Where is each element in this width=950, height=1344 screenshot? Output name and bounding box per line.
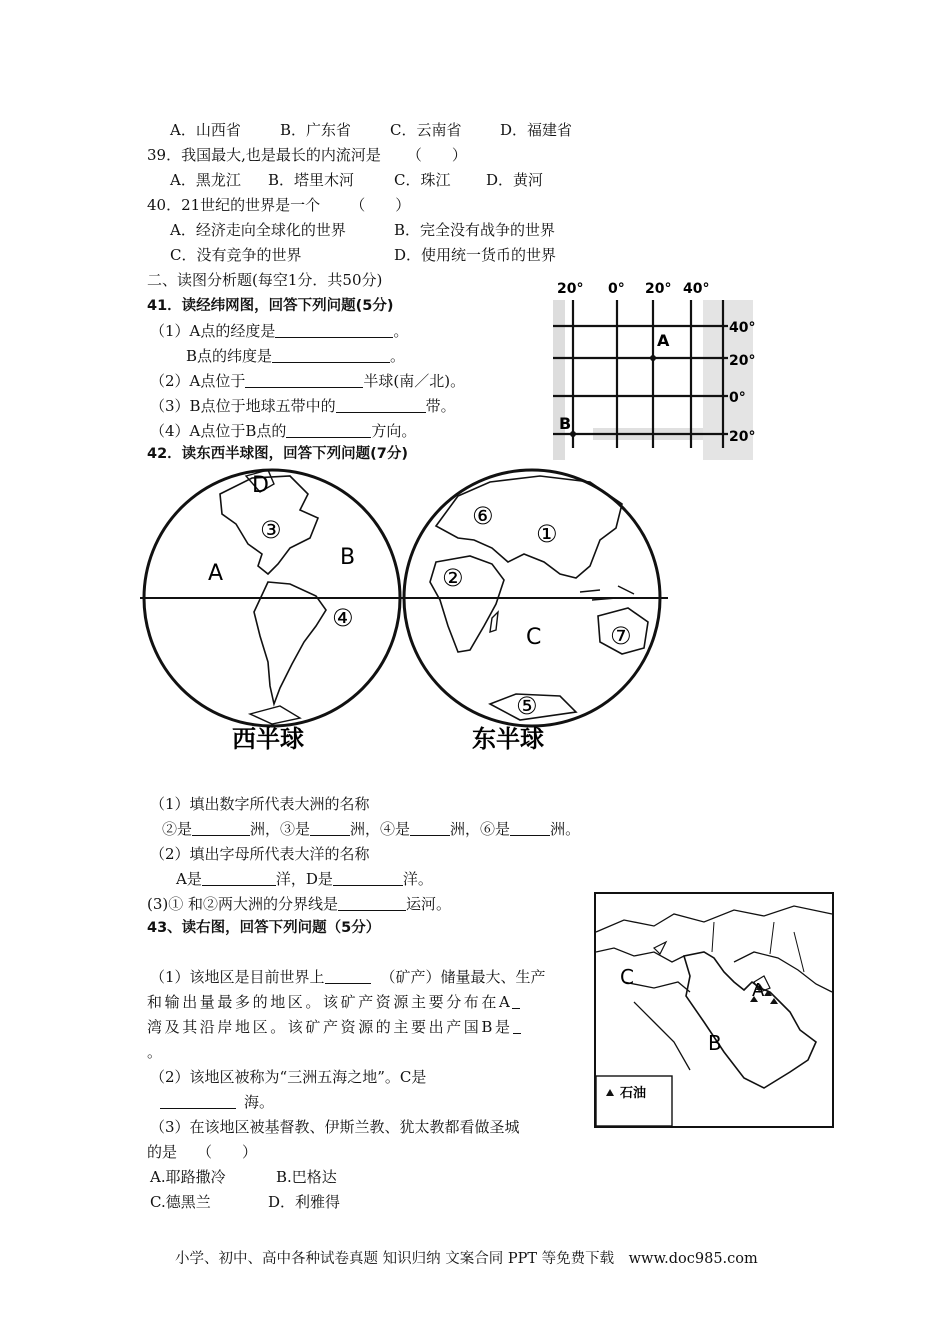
- q43-p2: （2）该地区被称为“三洲五海之地”。C是: [150, 1068, 427, 1086]
- q42-part3: [147, 894, 451, 914]
- q39-opt-b: B．塔里木河: [268, 171, 355, 189]
- q43-p3-seg1: 的是: [147, 1143, 178, 1161]
- middle-east-map: [594, 892, 834, 1128]
- q38-opt-c: C．云南省: [390, 121, 462, 139]
- q38-opt-a: A．山西省: [170, 121, 241, 139]
- q42-part2: （2）填出字母所代表大洋的名称: [150, 845, 370, 863]
- grid-label-b: B: [559, 414, 572, 433]
- grid-shading: [553, 300, 565, 460]
- grid-right-label-4: 20°: [729, 429, 756, 445]
- q39-opt-c: C．珠江: [394, 171, 451, 189]
- q42-l2-seg3: 洋。: [402, 870, 433, 888]
- grid-label-a: A: [657, 331, 670, 350]
- grid-top-label-4: 40°: [683, 281, 710, 297]
- page-footer: 小学、初中、高中各种试卷真题 知识归纳 文案合同 PPT 等免费下载 www.doc985.com: [175, 1251, 758, 1267]
- q43-p1-line3: [147, 1017, 521, 1037]
- q43-p3-line2: [147, 1142, 257, 1162]
- q43-p2-end: 海。: [244, 1093, 275, 1111]
- ocean-label-b: B: [340, 545, 356, 570]
- ocean-label-a: A: [208, 561, 224, 586]
- q41-l1-end: 。: [393, 322, 409, 340]
- q42-l2-seg1: A是: [176, 870, 202, 888]
- q43-opt-b: B.巴格达: [276, 1168, 337, 1186]
- q42-blank-4[interactable]: [410, 820, 450, 836]
- continent-label-1: ①: [536, 520, 558, 548]
- q42-l1-seg3: 洲，④是: [350, 820, 411, 838]
- q41-line5: [150, 421, 416, 441]
- q39-stem: [147, 145, 467, 165]
- q42-l1-seg4: 洲，⑥是: [450, 820, 511, 838]
- q42-l3-seg1: (3)① 和②两大洲的分界线是: [147, 895, 339, 913]
- grid-right-label-1: 40°: [729, 320, 756, 336]
- q43-p1-seg2: （矿产）储量最大、生产: [380, 968, 546, 986]
- q43-p1-line4: 。: [147, 1043, 163, 1061]
- lat-lon-grid-figure: [553, 278, 758, 460]
- q40-options-ab: [170, 220, 555, 240]
- map-legend-label: 石油: [620, 1086, 647, 1101]
- q42-l3-seg2: 运河。: [406, 895, 452, 913]
- q39-paren: （ ）: [406, 146, 467, 164]
- q42-title: 42．读东西半球图，回答下列问题(7分): [147, 446, 409, 462]
- ocean-label-d: D: [252, 473, 269, 498]
- q43-opt-d: D．利雅得: [268, 1193, 341, 1211]
- q43-blank-gulf[interactable]: [512, 993, 520, 1009]
- q42-part1: （1）填出数字所代表大洲的名称: [150, 795, 370, 813]
- q41-l2-label: B点的纬度是: [186, 347, 273, 365]
- q39-stem-text: 39．我国最大,也是最长的内流河是: [147, 146, 381, 164]
- q42-l1-seg1: ②是: [162, 820, 193, 838]
- q43-title: 43、读右图，回答下列问题（5分）: [147, 920, 381, 936]
- q41-blank-2[interactable]: [272, 347, 390, 363]
- q42-blank-d[interactable]: [333, 870, 403, 886]
- q40-opt-b: B．完全没有战争的世界: [394, 221, 556, 239]
- q43-options-cd: [150, 1192, 340, 1212]
- q41-line1: [150, 321, 408, 341]
- q39-opt-d: D．黄河: [486, 171, 544, 189]
- q41-title: 41．读经纬网图，回答下列问题(5分): [147, 298, 394, 314]
- grid-right-label-3: 0°: [729, 390, 746, 406]
- continent-label-5: ⑤: [516, 692, 538, 720]
- east-hemisphere-caption: 东半球: [472, 725, 544, 753]
- q38-options: [170, 120, 572, 140]
- q42-blank-6[interactable]: [510, 820, 550, 836]
- q41-l5-label: （4）A点位于B点的: [150, 422, 287, 440]
- q42-l2-seg2: 洋，D是: [275, 870, 333, 888]
- q42-part1-blanks: [162, 819, 580, 839]
- hemispheres-map: [140, 466, 670, 756]
- q42-blank-3[interactable]: [310, 820, 350, 836]
- q40-paren: （ ）: [350, 196, 411, 214]
- grid-right-label-2: 20°: [729, 353, 756, 369]
- q41-blank-4[interactable]: [336, 397, 426, 413]
- q41-line3: [150, 371, 465, 391]
- q42-blank-canal[interactable]: [338, 895, 406, 911]
- grid-top-label-3: 20°: [645, 281, 672, 297]
- continent-label-2: ②: [442, 564, 464, 592]
- map-legend-box: [596, 1076, 672, 1126]
- q42-l1-seg2: 洲，③是: [250, 820, 311, 838]
- continent-label-3: ③: [260, 516, 282, 544]
- q43-opt-a: A.耶路撒冷: [150, 1168, 226, 1186]
- q43-options-ab: [150, 1167, 337, 1187]
- map-label-a: A: [752, 980, 765, 1001]
- q43-p1-l2-text: 和输出量最多的地区。该矿产资源主要分布在A: [147, 993, 513, 1011]
- q41-l1-label: （1）A点的经度是: [150, 322, 276, 340]
- q41-blank-1[interactable]: [275, 322, 393, 338]
- q40-opt-d: D．使用统一货币的世界: [394, 246, 557, 264]
- q43-p1-line1: [150, 967, 546, 987]
- q39-opt-a: A．黑龙江: [170, 171, 241, 189]
- grid-top-label-2: 0°: [608, 281, 625, 297]
- map-label-b: B: [708, 1031, 722, 1055]
- q42-l1-seg5: 洲。: [550, 820, 581, 838]
- continent-label-4: ④: [332, 604, 354, 632]
- q38-opt-b: B．广东省: [280, 121, 352, 139]
- q41-l5-end: 方向。: [371, 422, 417, 440]
- q43-p3-line1: （3）在该地区被基督教、伊斯兰教、犹太教都看做圣城: [150, 1118, 520, 1136]
- q41-blank-3[interactable]: [245, 372, 363, 388]
- grid-point-a: [650, 355, 656, 361]
- south-america-shape: [254, 582, 326, 704]
- q43-p1-line2: [147, 992, 520, 1012]
- q40-options-cd: [170, 245, 556, 265]
- map-label-c: C: [620, 965, 634, 989]
- grid-top-label-1: 20°: [557, 281, 584, 297]
- q41-line4: [150, 396, 456, 416]
- q43-p2-line2: [160, 1092, 274, 1112]
- q38-opt-d: D．福建省: [500, 121, 573, 139]
- west-hemisphere-caption: 西半球: [232, 725, 304, 753]
- q40-opt-c: C．没有竞争的世界: [170, 246, 302, 264]
- q40-stem-text: 40．21世纪的世界是一个: [147, 196, 321, 214]
- q43-opt-c: C.德黑兰: [150, 1193, 211, 1211]
- q42-part2-blanks: [176, 869, 433, 889]
- q42-blank-a[interactable]: [202, 870, 276, 886]
- q43-blank-mineral[interactable]: [325, 968, 371, 984]
- q41-line2: [186, 346, 405, 366]
- ocean-label-c: C: [526, 625, 542, 650]
- section2-heading: 二、读图分析题(每空1分．共50分): [147, 271, 383, 289]
- continent-label-6: ⑥: [472, 502, 494, 530]
- q41-l3-end: 半球(南／北)。: [363, 372, 466, 390]
- q41-l3-label: （2）A点位于: [150, 372, 246, 390]
- q43-p1-l3-text: 湾及其沿岸地区。该矿产资源的主要出产国B是: [147, 1018, 513, 1036]
- q43-blank-sea[interactable]: [160, 1093, 236, 1109]
- q40-stem: [147, 195, 410, 215]
- q41-blank-5[interactable]: [286, 422, 371, 438]
- q41-l2-end: 。: [390, 347, 406, 365]
- q43-blank-country[interactable]: [513, 1018, 521, 1034]
- q43-p3-paren: （ ）: [197, 1143, 258, 1161]
- q41-l4-label: （3）B点位于地球五带中的: [150, 397, 336, 415]
- q43-p1-seg1: （1）该地区是目前世界上: [150, 968, 325, 986]
- q42-blank-2[interactable]: [192, 820, 250, 836]
- continent-label-7: ⑦: [610, 622, 632, 650]
- q41-l4-end: 带。: [425, 397, 456, 415]
- q40-opt-a: A．经济走向全球化的世界: [170, 221, 346, 239]
- q39-options: [170, 170, 543, 190]
